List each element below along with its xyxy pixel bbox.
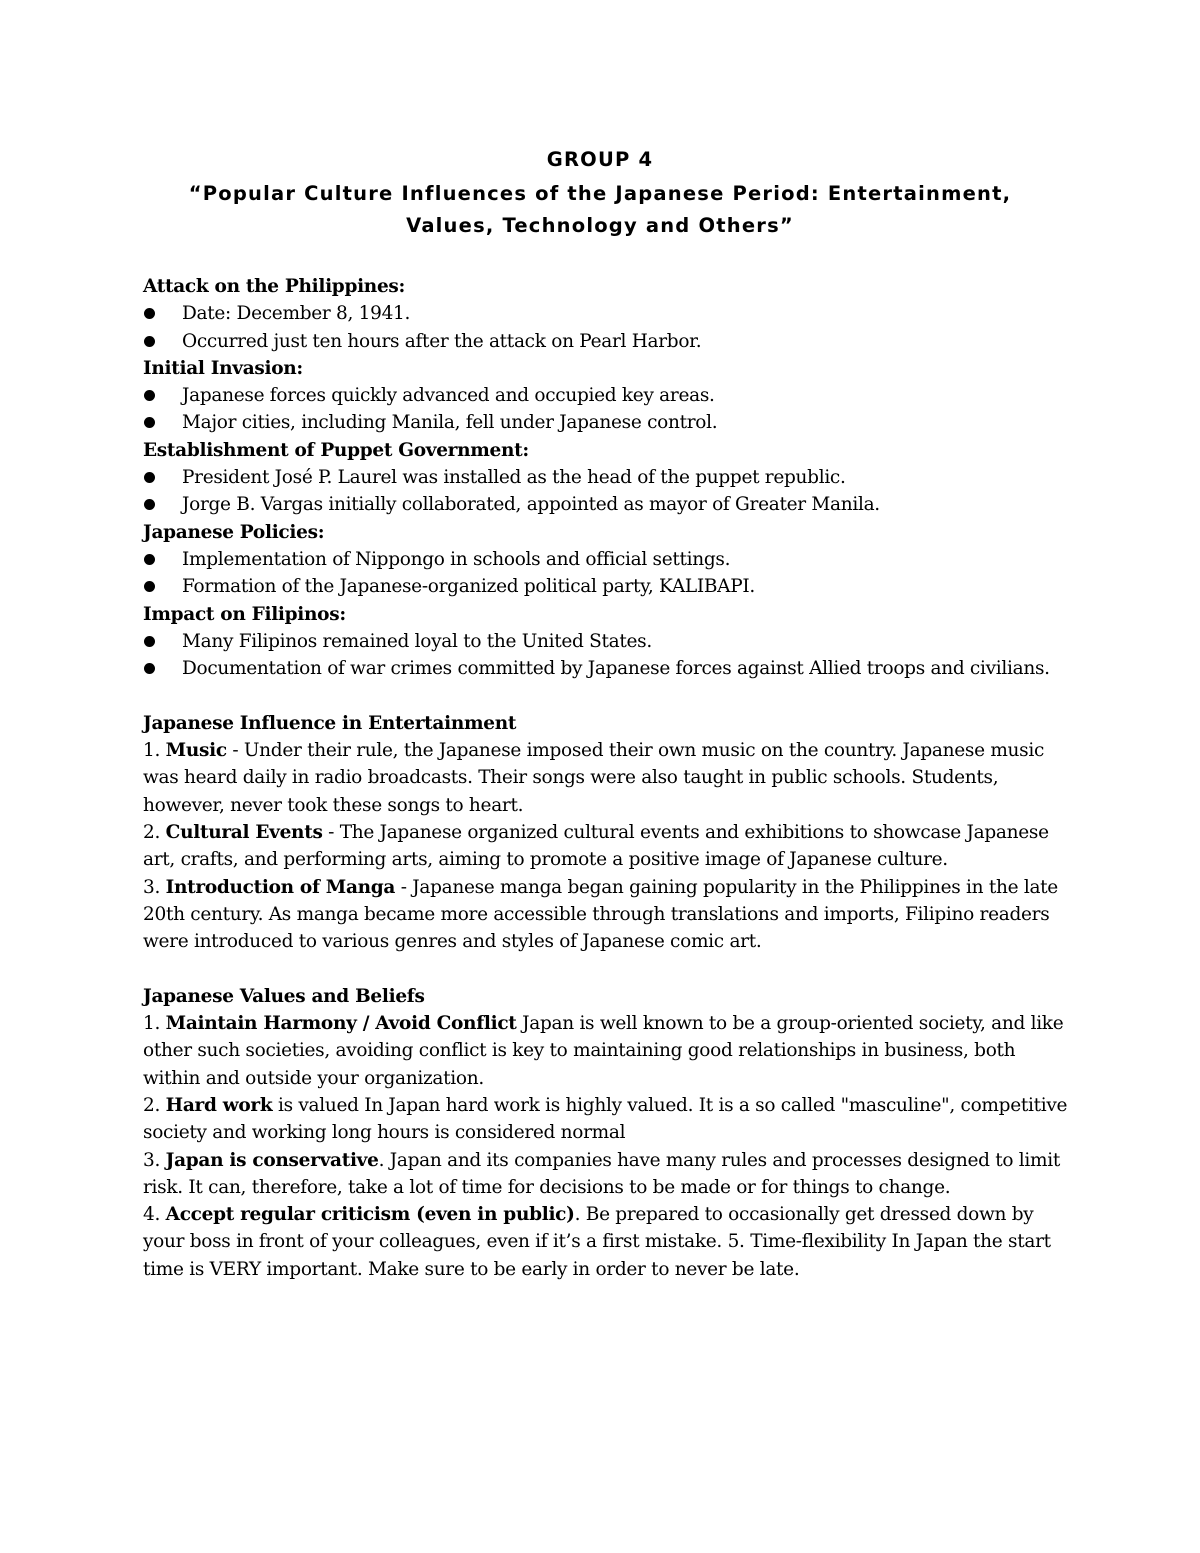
bullet-icon — [144, 390, 155, 401]
item-text: is valued In Japan hard work is highly valued. It is a so called "masculine", competitive society and working long hours is considered normal — [143, 1094, 1068, 1144]
item-term: Accept regular criticism (even in public) — [165, 1204, 575, 1226]
bullet-text: Occurred just ten hours after the attack on Pearl Harbor. — [182, 330, 702, 352]
document-title-line-1: “Popular Culture Influences of the Japanese Period: Entertainment, — [188, 182, 1012, 205]
bullet-icon — [144, 499, 155, 510]
entertainment-item — [143, 819, 1073, 874]
bullet-text: Many Filipinos remained loyal to the United States. — [182, 630, 652, 652]
bullet-icon — [144, 581, 155, 592]
bullet-text: Documentation of war crimes committed by Japanese forces against Allied troops and civilians. — [182, 658, 1050, 680]
bullet-icon — [144, 663, 155, 674]
bullet-list — [143, 382, 1073, 437]
bullet-text: Date: December 8, 1941. — [182, 303, 411, 325]
bullet-icon — [144, 336, 155, 347]
bullet-item — [143, 491, 1073, 518]
item-term: Music — [165, 740, 227, 762]
entertainment-item — [143, 874, 1073, 956]
bullet-item — [143, 546, 1073, 573]
bullet-item — [143, 300, 1073, 327]
values-heading: Japanese Values and Beliefs — [143, 985, 425, 1007]
section-heading: Japanese Policies: — [143, 521, 325, 543]
bullet-text: Implementation of Nippongo in schools and official settings. — [182, 548, 731, 570]
item-term: Japan is conservative — [165, 1149, 379, 1171]
bullet-text: Formation of the Japanese-organized political party, KALIBAPI. — [182, 576, 755, 598]
item-term: Cultural Events — [165, 821, 323, 843]
item-number: 3. — [143, 876, 166, 898]
bullet-icon — [144, 417, 155, 428]
bullet-list — [143, 546, 1073, 601]
document-body — [143, 273, 1073, 1283]
values-item — [143, 1010, 1073, 1092]
item-text: Japan is well known to be a group-oriented society, and like other such societies, avoiding conflict is key to maintaining good relationships in business, both within and outside your organization. — [143, 1013, 1064, 1089]
bullet-list — [143, 464, 1073, 519]
document-title-line-2: Values, Technology and Others” — [406, 214, 794, 237]
bullet-list — [143, 628, 1073, 683]
bullet-item — [143, 655, 1073, 682]
section-heading: Initial Invasion: — [143, 357, 303, 379]
entertainment-heading: Japanese Influence in Entertainment — [143, 712, 517, 734]
item-number: 2. — [143, 821, 166, 843]
bullet-icon — [144, 636, 155, 647]
item-text: - The Japanese organized cultural events and exhibitions to showcase Japanese art, crafts, and performing arts, aiming to promote a positive image of Japanese culture. — [143, 821, 1049, 871]
item-term: Maintain Harmony / Avoid Conflict — [165, 1013, 517, 1035]
bullet-text: Jorge B. Vargas initially collaborated, appointed as mayor of Greater Manila. — [182, 494, 880, 516]
item-number: 3. — [143, 1149, 166, 1171]
bullet-text: President José P. Laurel was installed as the head of the puppet republic. — [182, 467, 846, 489]
bullet-item — [143, 382, 1073, 409]
entertainment-item — [143, 737, 1073, 819]
item-text: . Be prepared to occasionally get dressed down by your boss in front of your colleagues, even if it’s a first mistake. 5. Time-flexibility In Japan the start time is VERY important. Make sure to be early in order to never be late. — [143, 1204, 1051, 1280]
values-item — [143, 1147, 1073, 1202]
values-item — [143, 1201, 1073, 1283]
bullet-icon — [144, 472, 155, 483]
bullet-item — [143, 573, 1073, 600]
bullet-icon — [144, 308, 155, 319]
item-text: - Under their rule, the Japanese imposed their own music on the country. Japanese music was heard daily in radio broadcasts. Their songs were also taught in public schools. Students, however, never took these songs to heart. — [143, 740, 1045, 816]
section-heading: Establishment of Puppet Government: — [143, 439, 529, 461]
bullet-item — [143, 328, 1073, 355]
item-number: 1. — [143, 740, 166, 762]
paragraph-spacer — [143, 955, 1073, 982]
section-heading: Impact on Filipinos: — [143, 603, 346, 625]
bullet-item — [143, 409, 1073, 436]
item-number: 2. — [143, 1094, 166, 1116]
bullet-icon — [144, 554, 155, 565]
item-term: Hard work — [165, 1094, 273, 1116]
item-text: . Japan and its companies have many rules and processes designed to limit risk. It can, therefore, take a lot of time for decisions to be made or for things to change. — [143, 1149, 1061, 1198]
item-number: 1. — [143, 1013, 166, 1035]
paragraph-spacer — [143, 682, 1073, 709]
bullet-text: Japanese forces quickly advanced and occupied key areas. — [182, 385, 715, 407]
values-item — [143, 1092, 1073, 1147]
item-text: - Japanese manga began gaining popularity in the Philippines in the late 20th century. As manga became more accessible through translations and imports, Filipino readers were introduced to various genres and styles of Japanese comic art. — [143, 876, 1058, 953]
bullet-item — [143, 628, 1073, 655]
item-term: Introduction of Manga — [165, 876, 396, 898]
item-number: 4. — [143, 1204, 166, 1226]
bullet-text: Major cities, including Manila, fell under Japanese control. — [182, 412, 718, 434]
group-title: GROUP 4 — [546, 148, 654, 171]
section-heading: Attack on the Philippines: — [143, 276, 406, 297]
bullet-list — [143, 300, 1073, 355]
bullet-item — [143, 464, 1073, 491]
